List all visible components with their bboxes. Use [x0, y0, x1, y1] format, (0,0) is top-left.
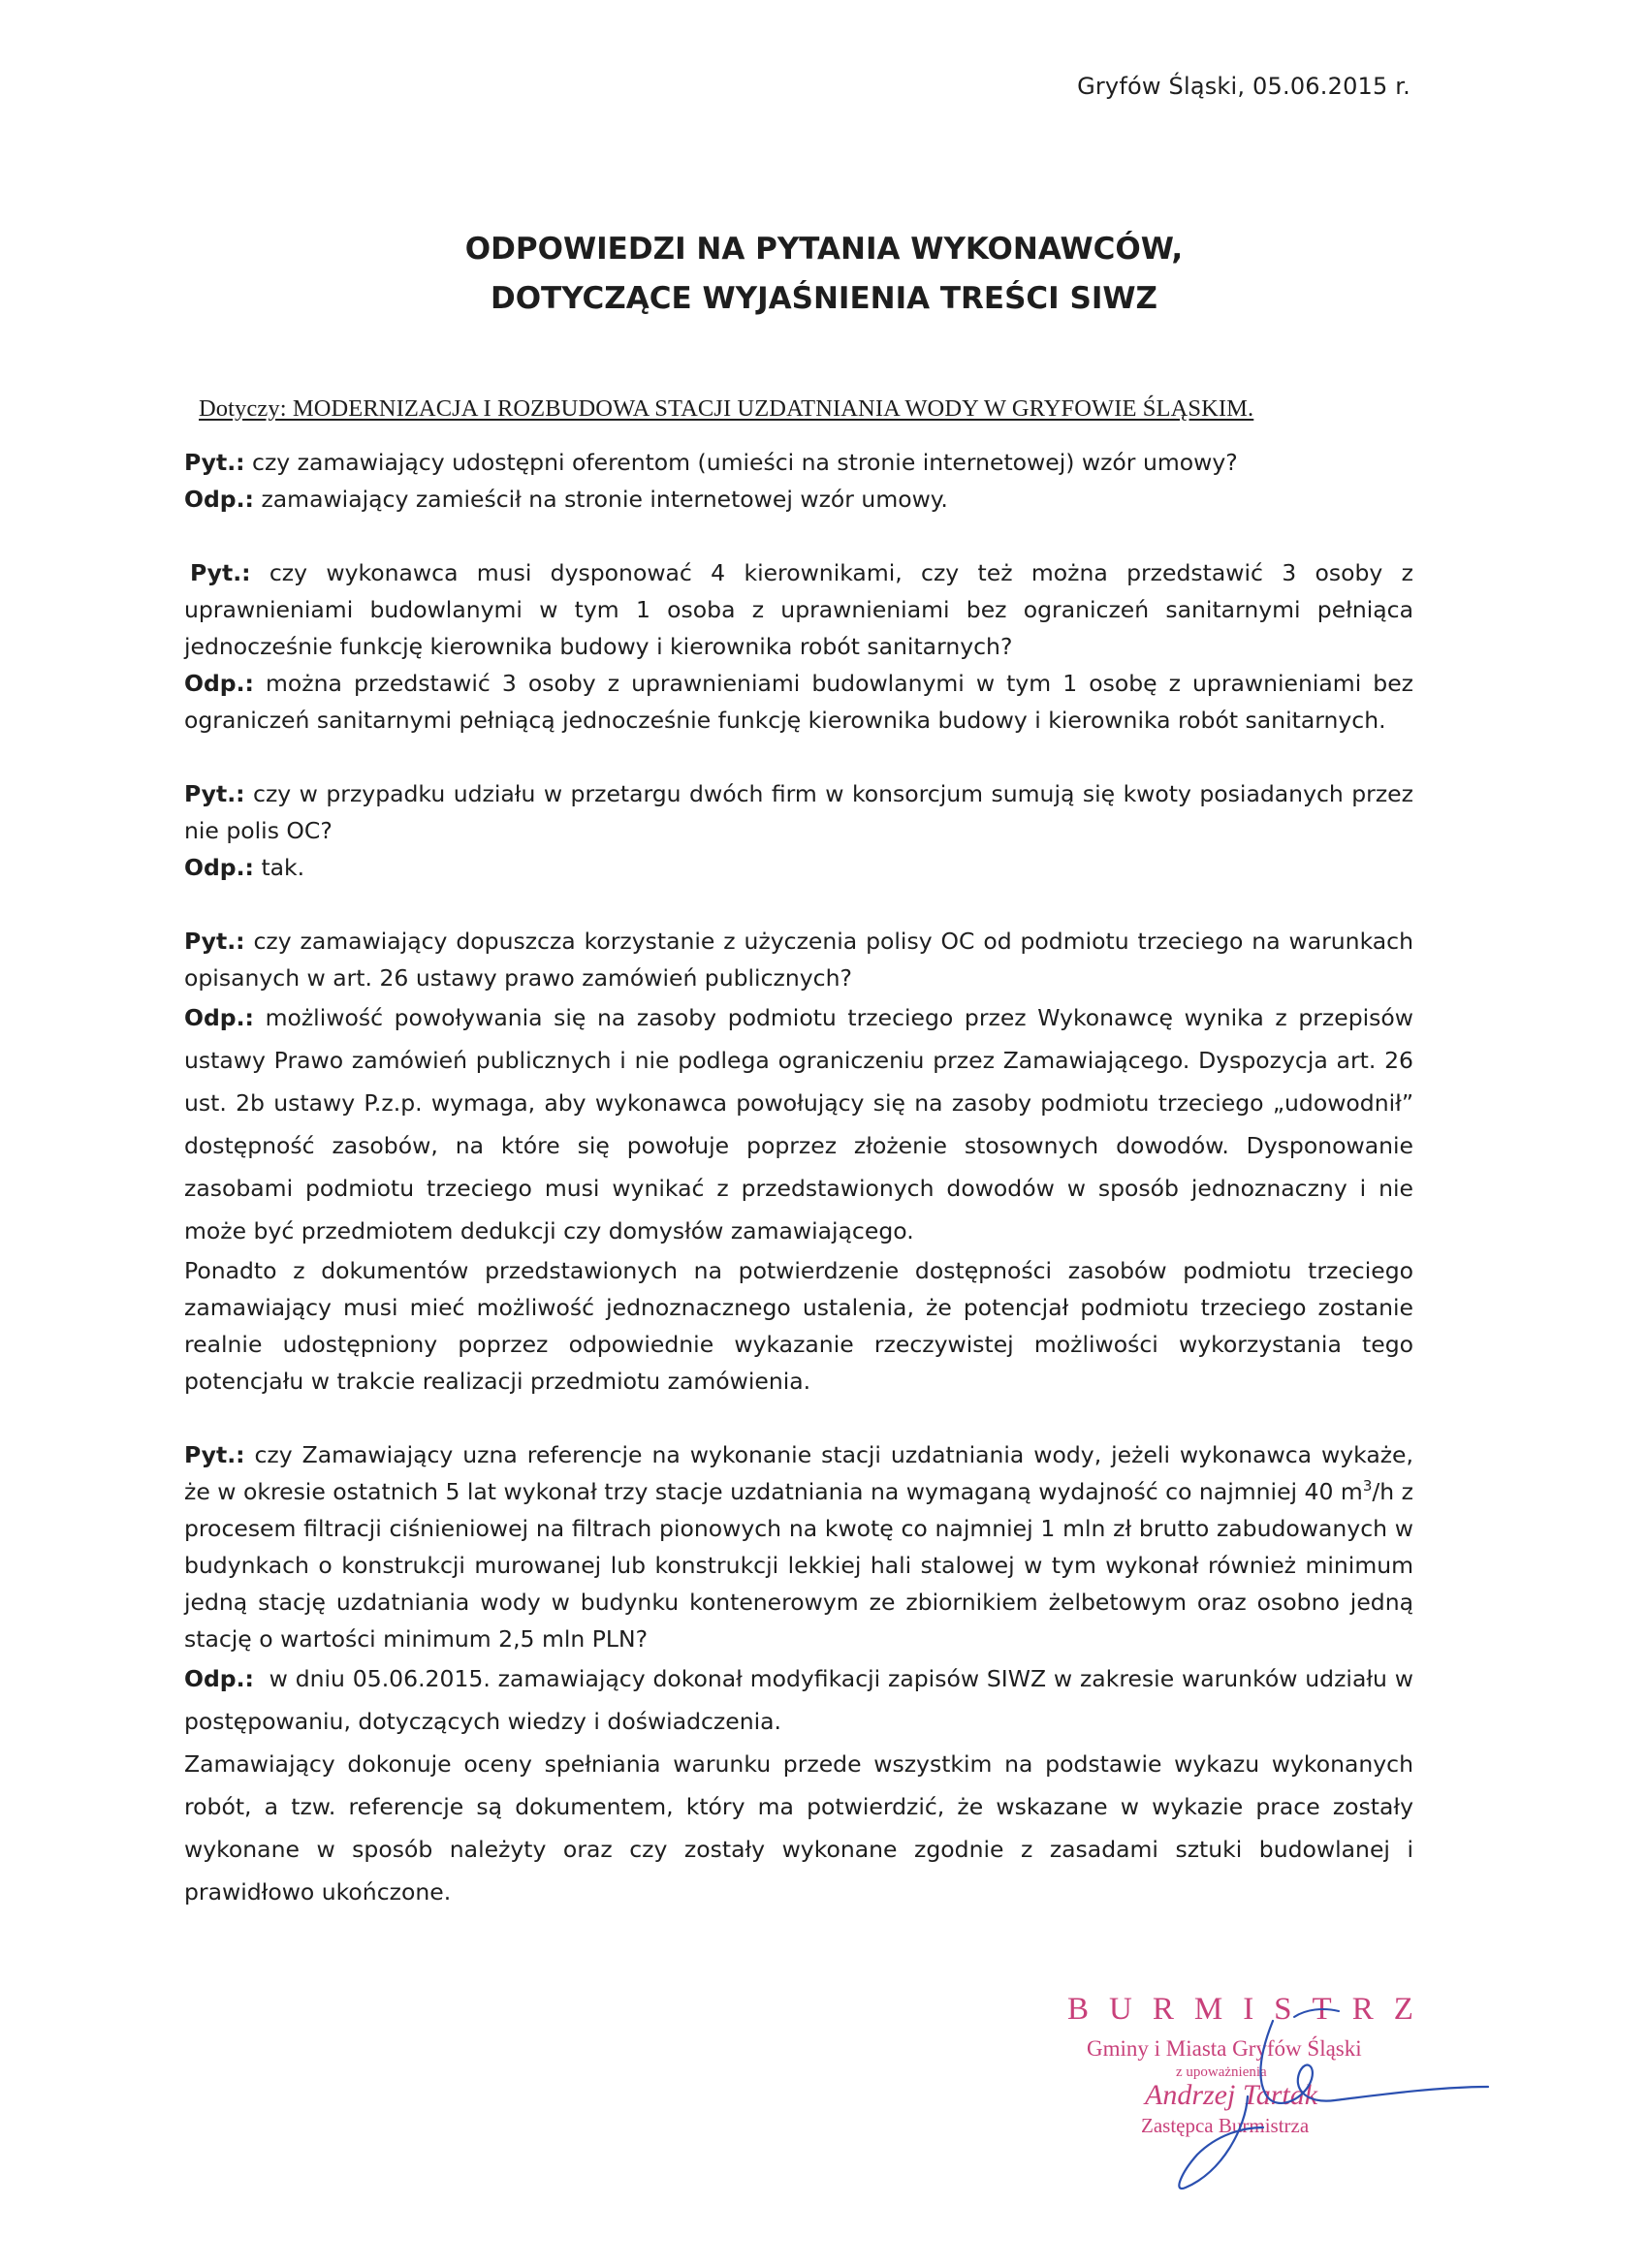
question-label: Pyt.: — [190, 559, 251, 586]
question-2 — [184, 554, 1413, 665]
question-4 — [184, 923, 1413, 996]
document-body — [184, 444, 1413, 1950]
stamp-organization: Gminy i Miasta Gryfów Śląski — [1087, 2036, 1362, 2061]
stamp-title: BURMISTRZ — [1067, 1992, 1434, 2027]
stamp-authorization: z upoważnienia — [1176, 2064, 1267, 2080]
answer-2 — [184, 665, 1413, 739]
question-text: czy zamawiający udostępni oferentom (umieści na stronie internetowej) wzór umowy? — [252, 449, 1238, 476]
official-stamp — [1052, 1982, 1517, 2205]
qa-item-3 — [184, 775, 1413, 886]
question-text: czy zamawiający dopuszcza korzystanie z użyczenia polisy OC od podmiotu trzeciego na warunkach opisanych w art. 26 ustawy prawo zamówień publicznych? — [184, 928, 1413, 992]
qa-item-4 — [184, 923, 1413, 1400]
answer-label: Odp.: — [184, 670, 254, 697]
answer-4 — [184, 996, 1413, 1252]
answer-1 — [184, 481, 1413, 518]
answer-text: w dniu 05.06.2015. zamawiający dokonał modyfikacji zapisów SIWZ w zakresie warunków udziału w postępowaniu, dotyczących wiedzy i doświadczenia. — [184, 1665, 1413, 1735]
question-label: Pyt.: — [184, 449, 245, 476]
stamp-name: Andrzej Tartak — [1145, 2079, 1318, 2111]
answer-label: Odp.: — [184, 486, 254, 513]
superscript-three: 3 — [1362, 1477, 1373, 1496]
question-text: czy wykonawca musi dysponować 4 kierownikami, czy też można przedstawić 3 osoby z uprawnieniami budowlanymi w tym 1 osoba z uprawnieniami bez ograniczeń sanitarnymi pełniąca jednocześnie funkcję kierownika budowy i kierownika robót sanitarnych? — [184, 559, 1413, 660]
document-date: Gryfów Śląski, 05.06.2015 r. — [1077, 73, 1410, 100]
answer-text: można przedstawić 3 osoby z uprawnieniami budowlanymi w tym 1 osobę z uprawnieniami bez ograniczeń sanitarnymi pełniącą jednocześnie funkcję kierownika budowy i kierownika robót sanitarnych. — [184, 670, 1413, 734]
answer-label: Odp.: — [184, 854, 254, 881]
answer-4-continued: Ponadto z dokumentów przedstawionych na potwierdzenie dostępności zasobów podmiotu trzeciego zamawiający musi mieć możliwość jednoznacznego ustalenia, że potencjał podmiotu trzeciego zostanie realnie udostępniony poprzez odpowiednie wykazanie rzeczywistej możliwości wykorzystania tego potencjału w trakcie realizacji przedmiotu zamówienia. — [184, 1257, 1413, 1395]
document-title — [0, 225, 1648, 324]
question-text: czy w przypadku udziału w przetargu dwóch firm w konsorcjum sumują się kwoty posiadanych przez nie polis OC? — [184, 780, 1413, 844]
stamp-role: Zastępca Burmistrza — [1141, 2114, 1310, 2137]
question-text-part-1: czy Zamawiający uzna referencje na wykonanie stacji uzdatniania wody, jeżeli wykonawca wykaże, że w okresie ostatnich 5 lat wykonał trzy stacje uzdatniania na wymaganą wydajność co najmniej 40 m — [184, 1441, 1413, 1505]
answer-5-continued: Zamawiający dokonuje oceny spełniania warunku przede wszystkim na podstawie wykazu wykonanych robót, a tzw. referencje są dokumentem, który ma potwierdzić, że wskazane w wykazie prace zostały wykonane w sposób należyty oraz czy zostały wykonane zgodnie z zasadami sztuki budowlanej i prawidłowo ukończone. — [184, 1750, 1413, 1906]
question-1 — [184, 444, 1413, 481]
question-3 — [184, 775, 1413, 849]
answer-5 — [184, 1657, 1413, 1743]
answer-text: zamawiający zamieścił na stronie internetowej wzór umowy. — [261, 486, 948, 513]
qa-item-5 — [184, 1436, 1413, 1913]
question-label: Pyt.: — [184, 928, 245, 955]
qa-item-1 — [184, 444, 1413, 518]
question-5 — [184, 1436, 1413, 1657]
question-text-part-2: /h z procesem filtracji ciśnieniowej na filtrach pionowych na kwotę co najmniej 1 mln zł brutto zabudowanych w budynkach o konstrukcji murowanej lub konstrukcji lekkiej hali stalowej w tym wykonał również minimum jedną stację uzdatniania wody w budynku kontenerowym ze zbiornikiem żelbetowym oraz osobno jedną stację o wartości minimum 2,5 mln PLN? — [184, 1478, 1413, 1653]
qa-item-2 — [184, 554, 1413, 739]
question-label: Pyt.: — [184, 780, 245, 807]
document-title-line-1: ODPOWIEDZI NA PYTANIA WYKONAWCÓW, — [464, 232, 1184, 267]
answer-3 — [184, 849, 1413, 886]
answer-label: Odp.: — [184, 1665, 254, 1692]
answer-label: Odp.: — [184, 1004, 254, 1031]
answer-text: tak. — [261, 854, 305, 881]
document-subject: Dotyczy: MODERNIZACJA I ROZBUDOWA STACJI UZDATNIANIA WODY W GRYFOWIE ŚLĄSKIM. — [199, 395, 1254, 422]
answer-text: możliwość powoływania się na zasoby podmiotu trzeciego przez Wykonawcę wynika z przepisów ustawy Prawo zamówień publicznych i nie podlega ograniczeniu przez Zamawiającego. Dyspozycja art. 26 ust. 2b ustawy P.z.p. wymaga, aby wykonawca powołujący się na zasoby podmiotu trzeciego „udowodnił” dostępność zasobów, na które się powołuje poprzez złożenie stosownych dowodów. Dysponowanie zasobami podmiotu trzeciego musi wynikać z przedstawionych dowodów w sposób jednoznaczny i nie może być przedmiotem dedukcji czy domysłów zamawiającego. — [184, 1004, 1413, 1244]
document-title-line-2: DOTYCZĄCE WYJAŚNIENIA TREŚCI SIWZ — [490, 281, 1158, 316]
question-label: Pyt.: — [184, 1441, 245, 1468]
